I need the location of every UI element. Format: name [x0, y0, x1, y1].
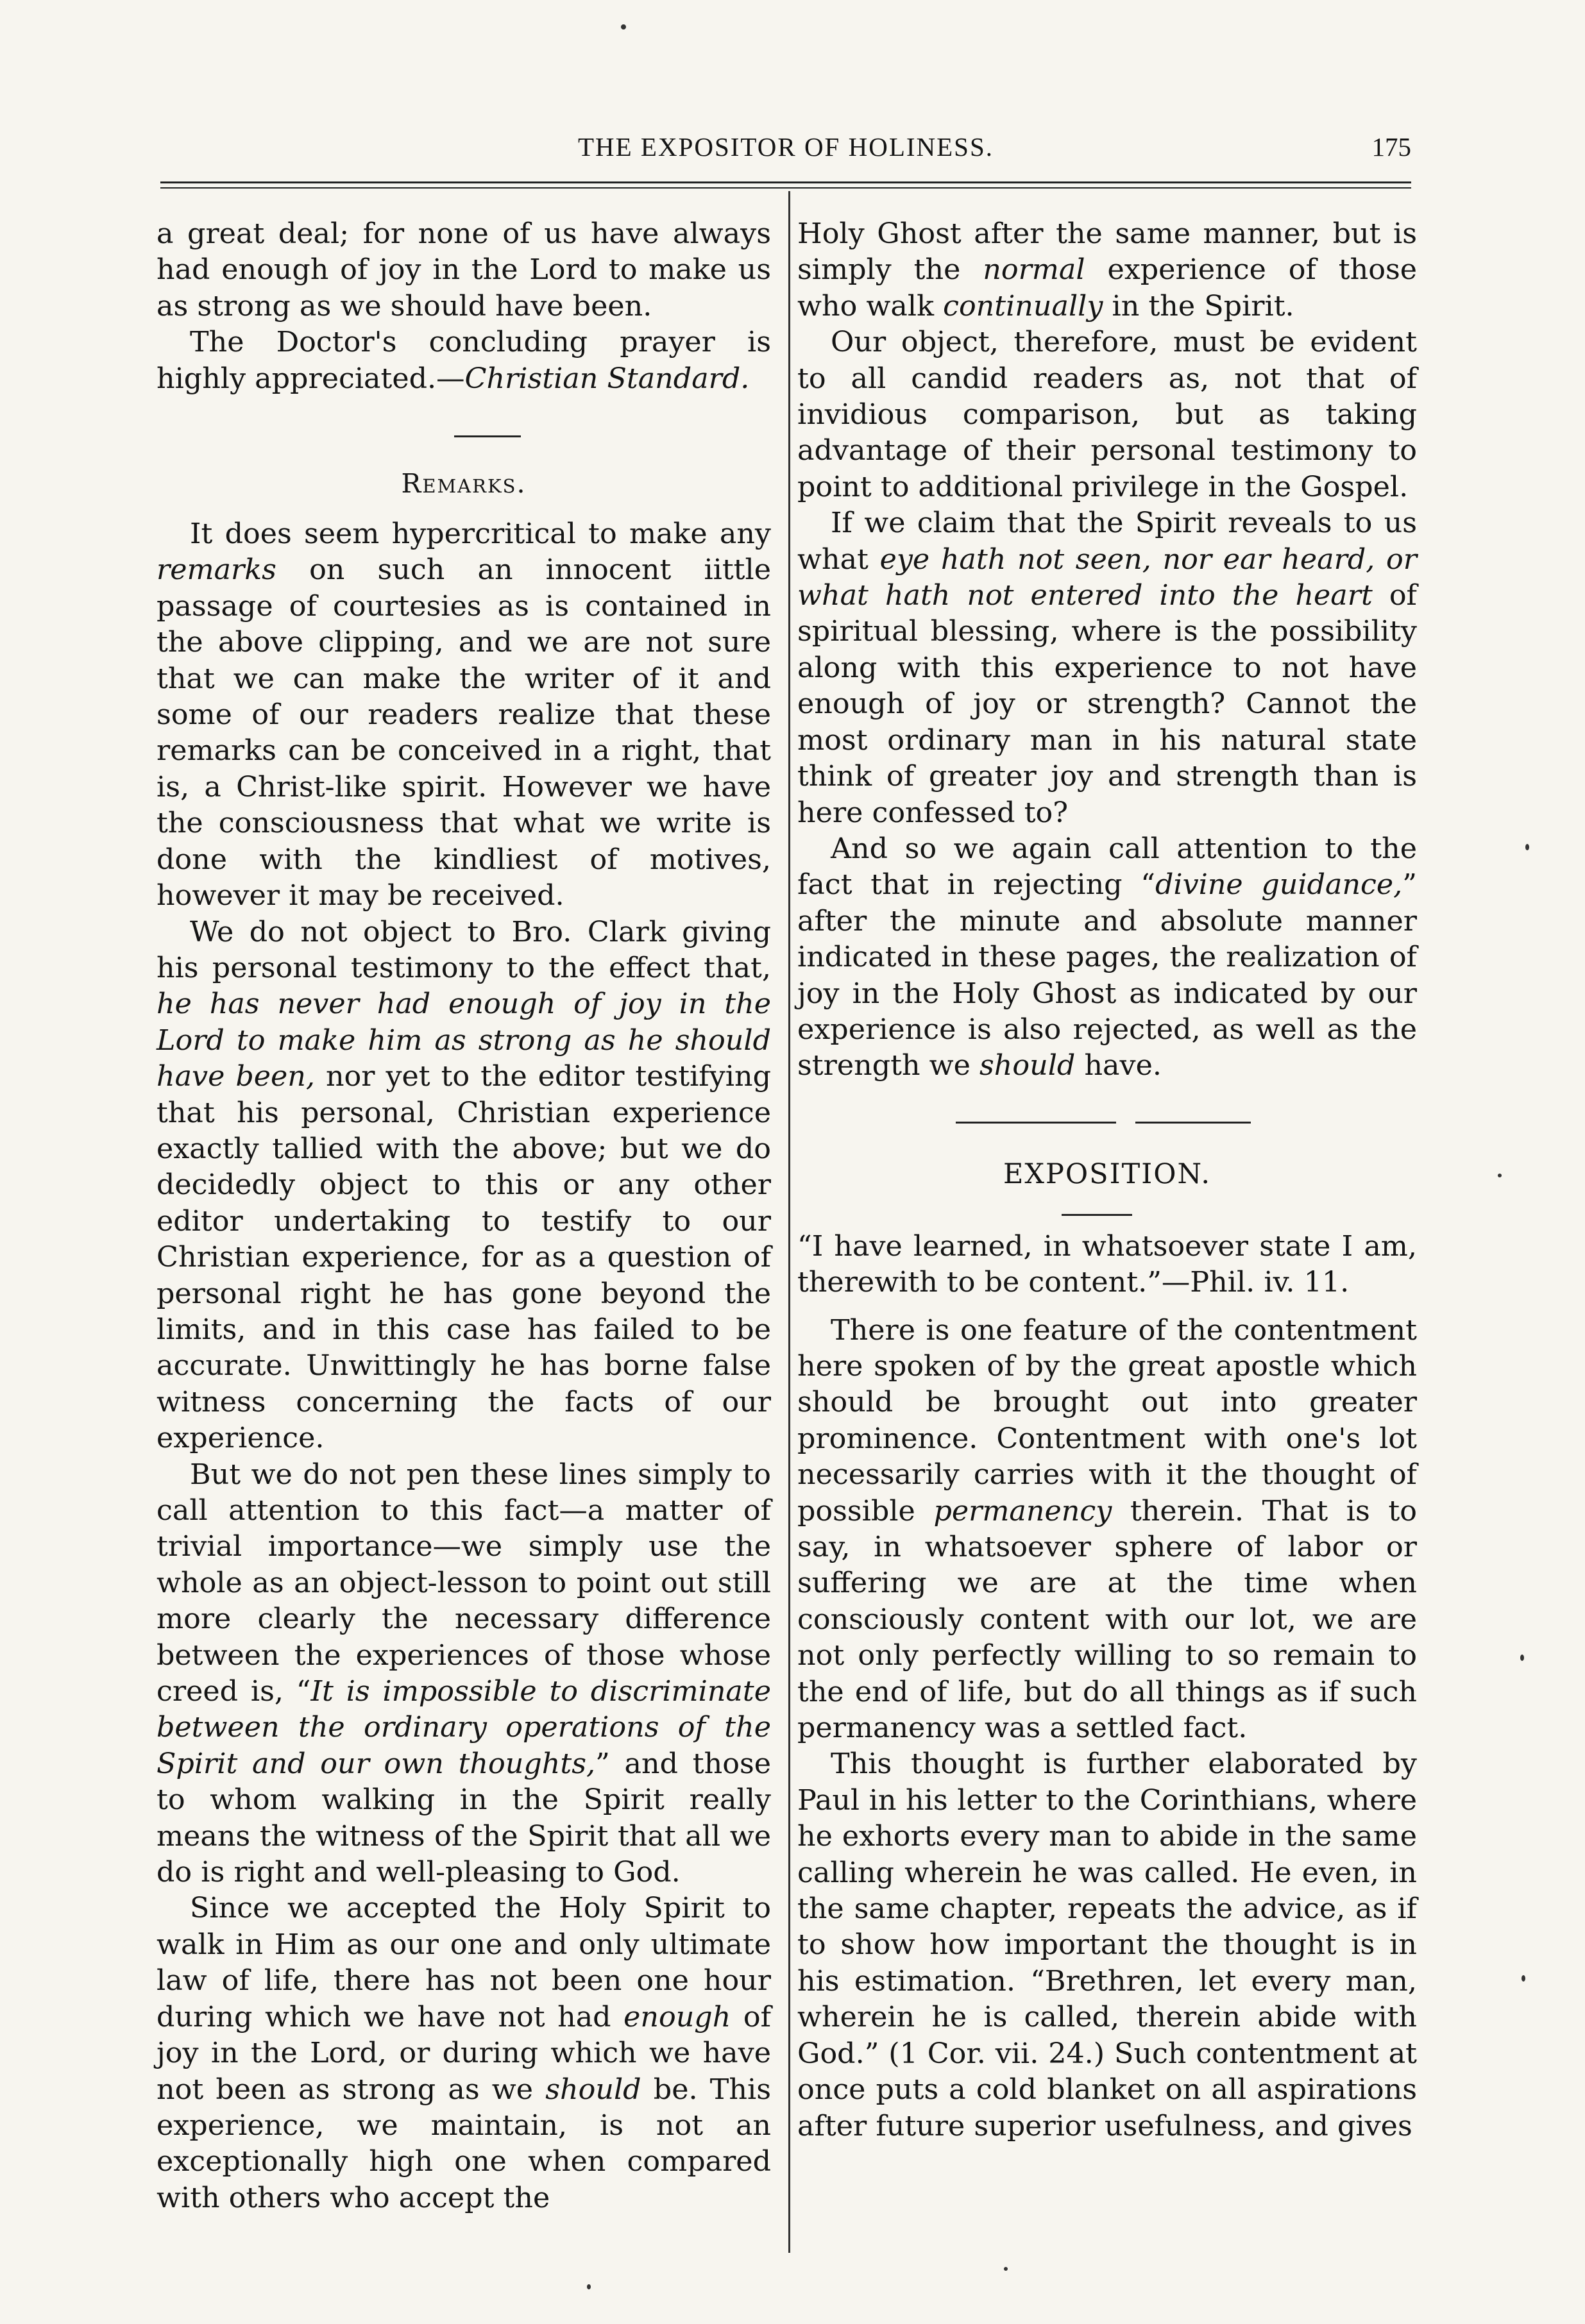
- text: have.: [1075, 1049, 1162, 1082]
- ink-speck: [1525, 844, 1529, 850]
- emphasis: divine guidance,: [1155, 868, 1403, 902]
- text: ” after the minute and absolute manner indicated in these pages, the realization of joy in the Holy Ghost as indicated by our experience is also rejected, as well as the strength we: [797, 868, 1417, 1082]
- ink-speck: [621, 24, 626, 29]
- ink-speck: [1520, 1655, 1524, 1661]
- header-rule-bottom: [160, 187, 1411, 189]
- paragraph: [797, 1313, 1417, 1747]
- left-column: [157, 216, 771, 2216]
- right-column: [797, 216, 1417, 2144]
- emphasis: should: [979, 1049, 1076, 1082]
- text: There is one feature of the contentment here spoken of by the great apostle which should be brought out into greater prominence. Contentment with one's lot necessarily carries with it the thought of possible: [797, 1313, 1417, 1528]
- epigraph: “I have learned, in whatsoever state I am, therewith to be content.”—Phil. iv. 11.: [797, 1229, 1417, 1299]
- ink-speck: [1004, 2267, 1008, 2271]
- paragraph: [797, 216, 1417, 324]
- text: of joy in the Lord, or during which we have not been as strong as we: [157, 2000, 771, 2106]
- rule-segment: [956, 1122, 1116, 1124]
- paragraph: [157, 1457, 771, 1891]
- text: be. This experience, we maintain, is not an exceptionally high one when compared with others who accept the: [157, 2073, 771, 2214]
- text: It does seem hypercritical to make any: [190, 518, 771, 551]
- paragraph: [157, 516, 771, 914]
- section-title-remarks: Remarks.: [401, 468, 527, 500]
- text: nor yet to the editor testifying that his personal, Christian experience exactly tallied with the above; but we do decidedly object to this or any other editor undertaking to testify to our Christian experience, for as a question of personal right he has gone beyond the limits, and in this case has failed to be accurate. Unwittingly he has borne false witness concerning the facts of our experience.: [157, 1060, 772, 1455]
- emphasis: should: [545, 2073, 641, 2106]
- ink-speck: [1498, 1174, 1502, 1177]
- page-header: [160, 131, 1411, 170]
- paragraph: [157, 914, 771, 1457]
- rule-segment: [1135, 1122, 1251, 1124]
- emphasis: continually: [943, 289, 1103, 323]
- paragraph: Our object, therefore, must be evident to all candid readers as, not that of invidious comparison, but as taking advantage of their personal testimony to point to additional privilege in the Gospel.: [797, 326, 1417, 503]
- emphasis: enough: [623, 2000, 731, 2034]
- source-citation: Christian Standard.: [464, 362, 750, 395]
- page-number: 175: [1371, 132, 1411, 162]
- text: on such an innocent iittle passage of courtesies as is contained in the above clipping, and we are not sure that we can make the writer of it and some of our readers realize that these remarks can be conceived in a right, that is, a Christ-like spirit. However we have the consciousness that what we write is done with the kindliest of motives, however it may be received.: [157, 553, 771, 913]
- twin-rules: [797, 1122, 1417, 1125]
- text: If we claim that the Spirit reveals to us what: [797, 507, 1417, 576]
- text: But we do not pen these lines simply to call attention to this fact—a matter of trivial importance—we simply use the whole as an object-lesson to point out still more clearly the necessary difference between the experiences of those whose creed is, “: [157, 1458, 771, 1708]
- text: Since we accepted the Holy Spirit to walk in Him as our one and only ultimate law of life, there has not been one hour during which we have not had: [157, 1892, 771, 2034]
- text: And so we again call attention to the fact that in rejecting “: [797, 832, 1417, 902]
- paragraph: [797, 831, 1417, 1084]
- text: Holy Ghost after the same manner, but is simply the: [797, 217, 1417, 287]
- emphasis: normal: [983, 253, 1085, 287]
- text: therein. That is to say, in whatsoever sphere of labor or suffering we are at the time when consciously content with our lot, we are not only perfectly willing to so remain to the end of life, but do all things as if such permanency was a settled fact.: [797, 1494, 1417, 1745]
- column-divider: [788, 191, 790, 2253]
- running-title: THE EXPOSITOR OF HOLINESS.: [577, 132, 994, 162]
- text: in the Spirit.: [1103, 289, 1294, 323]
- paragraph: [797, 505, 1417, 831]
- ink-speck: [1521, 1975, 1525, 1982]
- text: ” and those to whom walking in the Spirit really means the witness of the Spirit that all we do is right and well-pleasing to God.: [157, 1747, 771, 1889]
- header-rule-top: [160, 181, 1411, 183]
- paragraph: a great deal; for none of us have always had enough of joy in the Lord to make us as strong as we should have been.: [157, 217, 771, 323]
- paragraph: [157, 324, 771, 397]
- section-title-exposition: EXPOSITION.: [1003, 1158, 1212, 1190]
- paragraph: [157, 1890, 771, 2216]
- text: We do not object to Bro. Clark giving his personal testimony to the effect that,: [157, 915, 771, 984]
- text: experience of those who walk: [797, 253, 1418, 323]
- ink-speck: [587, 2284, 591, 2289]
- text: of spiritual blessing, where is the possibility along with this experience to not have enough of joy or strength? Cannot the most ordinary man in his natural state think of greater joy and strength than is here confessed to?: [797, 579, 1417, 829]
- emphasis: remarks: [157, 553, 276, 587]
- emphasis: eye hath not seen, nor ear heard, or what hath not entered into the heart: [797, 543, 1417, 612]
- emphasis: permanency: [933, 1494, 1112, 1528]
- emphasis: It is impossible to discriminate between the ordinary operations of the Spirit and our own thoughts,: [157, 1675, 772, 1780]
- emphasis: he has never had enough of joy in the Lord to make him as strong as he should have been,: [157, 988, 771, 1093]
- text: The Doctor's concluding prayer is highly appreciated.—: [157, 326, 771, 395]
- paragraph: This thought is further elaborated by Paul in his letter to the Corinthians, where he exhorts every man to abide in the same calling wherein he was called. He even, in the same chapter, repeats the advice, as if to show how important the thought is in his estimation. “Brethren, let every man, wherein he is called, therein abide with God.” (1 Cor. vii. 24.) Such contentment at once puts a cold blanket on all aspirations after future superior usefulness, and gives: [797, 1747, 1417, 2143]
